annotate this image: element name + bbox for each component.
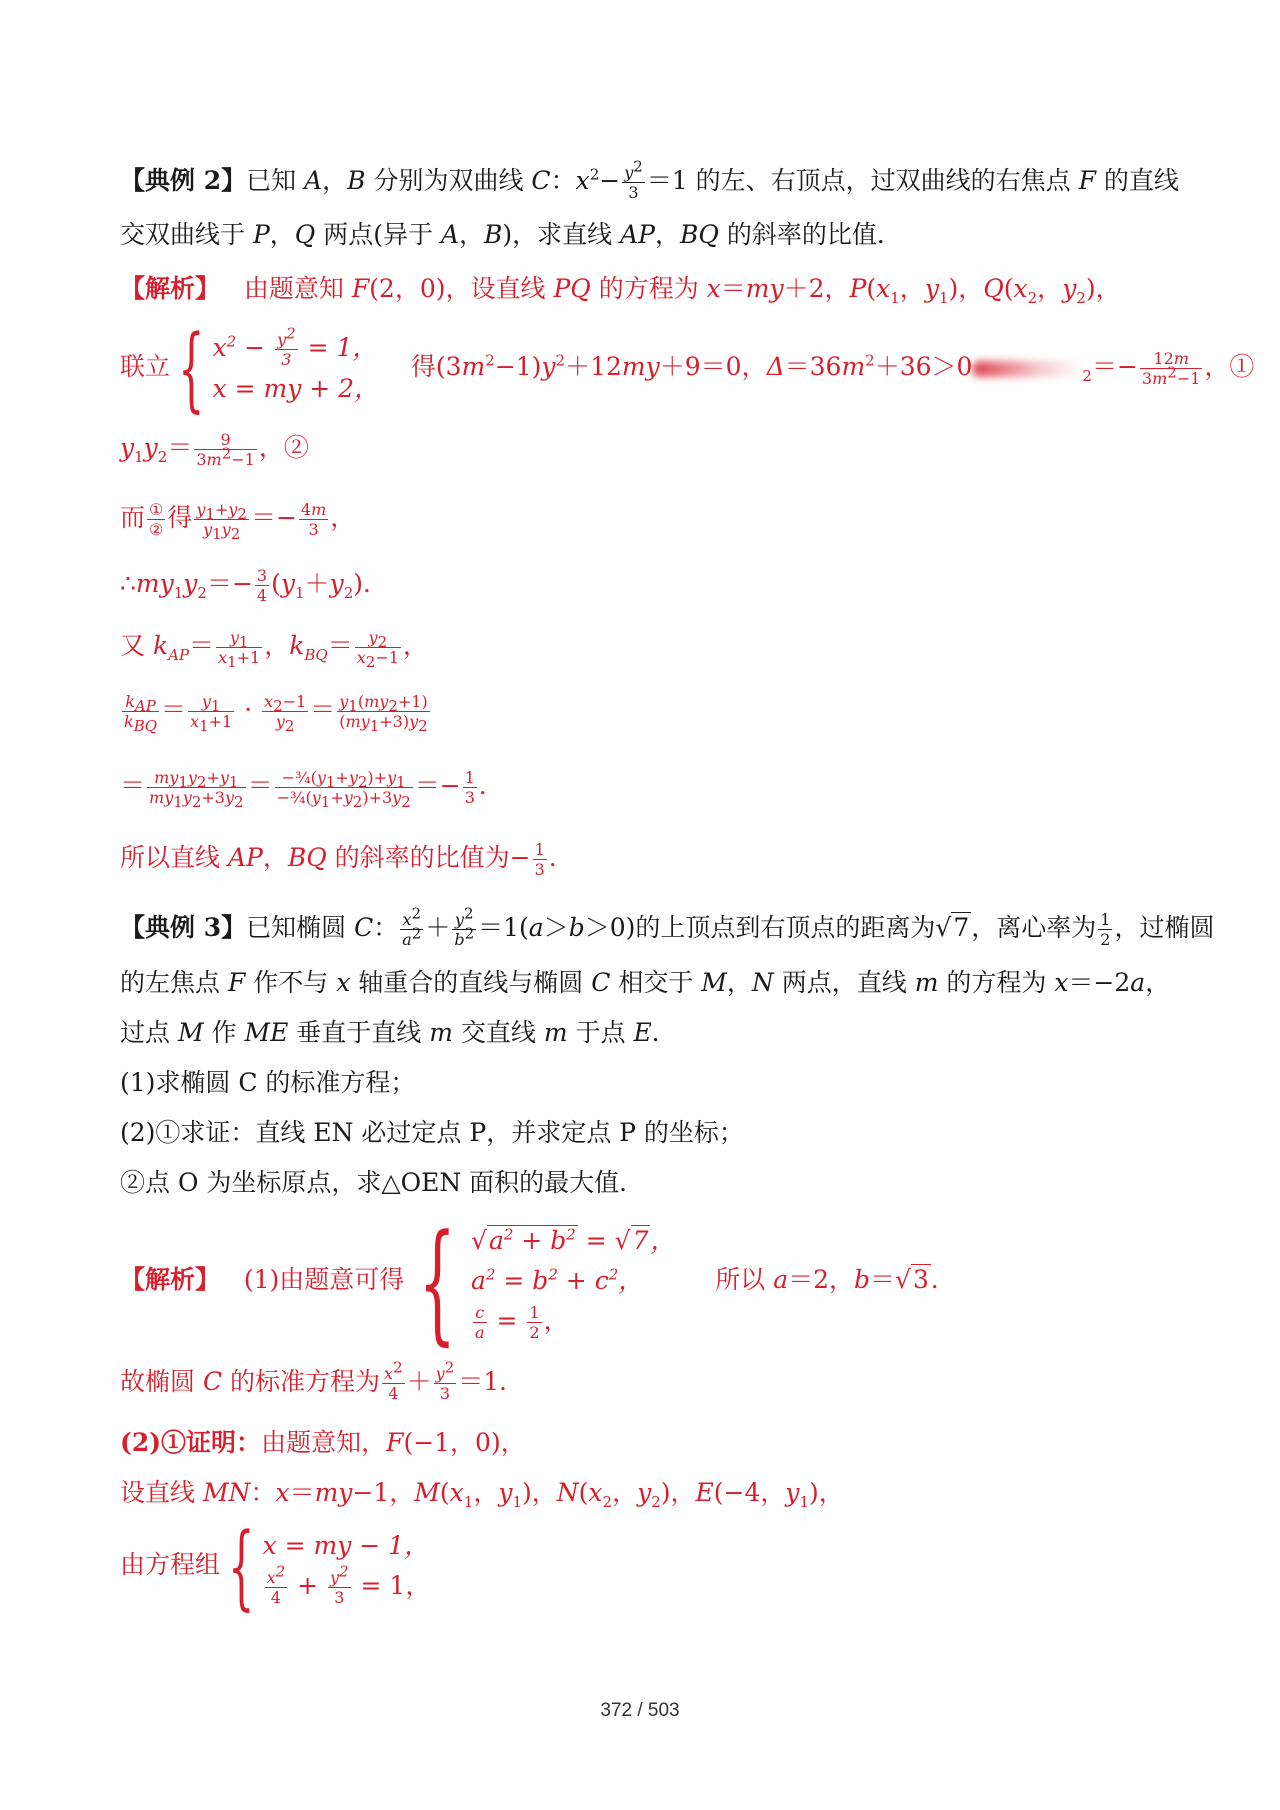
example3-question-part2a: (2)①求证：直线 EN 必过定点 P，并求定点 P 的坐标； xyxy=(120,1118,744,1147)
example2-question-line1: 【典例 2】已知 A，B 分别为双曲线 C：$x^2-$ $\frac{y^2}{3}$ ＝1 的左、右顶点，过双曲线的右焦点 F 的直线 xyxy=(120,157,1179,202)
page-number: 372 / 503 xyxy=(600,1700,680,1721)
example3-question-line2: 的左焦点 F 作不与 x 轴重合的直线与椭圆 C 相交于 M，N 两点，直线 m 的方程为 x＝−2a， xyxy=(120,968,1171,997)
example2-solution-line3: $y_1y_2=$ $\frac{9}{3m^2-1}$ ，② xyxy=(120,430,309,469)
example2-tag: 【典例 2】 xyxy=(120,166,247,195)
example3-solution-line3: (2)①证明：由题意知，F(−1，0)， xyxy=(120,1428,526,1457)
example2-solution-line4: 而 $\frac{\text{①}}{\text{②}}$ 得 $\frac{y_1+y_2}{y_1y_2}$ ＝− $\frac{4m}{3}$ ， xyxy=(120,500,356,544)
example2-question-line2: 交双曲线于 P，Q 两点(异于 A，B)，求直线 AP，BQ 的斜率的比值． xyxy=(120,220,902,249)
example2-system-line: 联立{ $x^2$ − $\frac{y^2}{3}$ = 1， x = my + 2， 得$(3m^2-1)y^2+12my+9=0$，$\Delta=36m^2+36>0$ $_2$＝− $\frac{12m}{3m^2-1}$ ，① xyxy=(120,314,1255,422)
blurred-region xyxy=(972,361,1082,377)
example3-solution-line1: 【解析】 (1)由题意可得 { $√a^2 + b^2 = √7$， $a^2 = b^2 + c^2$， $\frac{c}{a}$ = $\frac{1}{2}$ ， 所以 a＝2，b＝√3． xyxy=(120,1205,956,1358)
example2-solution-line6: 又 $k_{AP}=$ $\frac{y_1}{x_1+1}$ ，$k_{BQ}=$ $\frac{y_2}{x_2-1}$ ， xyxy=(120,628,428,672)
example2-solution-line7: $\frac{k_{AP}}{k_{BQ}}$ ＝ $\frac{y_1}{x_1+1}$ · $\frac{x_2-1}{y_2}$ ＝ $\frac{y_1(my_2+1)}{(my_1+3)y_2}$ xyxy=(124,692,428,736)
example2-solution-tag: 【解析】 xyxy=(120,274,221,303)
example3-tag: 【典例 3】 xyxy=(120,913,247,942)
example3-solution-tag: 【解析】 xyxy=(120,1265,221,1294)
example3-question-part1: (1)求椭圆 C 的标准方程； xyxy=(120,1068,416,1097)
example2-solution-line1: 【解析】 由题意知 F(2，0)，设直线 PQ 的方程为 x＝my＋2，$P(x_1$，$y_1$)，$Q(x_2$，$y_2$)， xyxy=(120,274,1121,307)
example3-solution-line4: 设直线 MN：x＝my−1，$M(x_1$，$y_1$)，$N(x_2$，$y_2$)，E(−4，$y_1$)， xyxy=(120,1478,844,1511)
example2-solution-line5: $\therefore my_1y_2=-$ $\frac{3}{4}$ $(y_1+y_2)$． xyxy=(120,566,388,605)
example3-equation-system-2: x = my − 1， $\frac{x^2}{4}$ + $\frac{y^2}{3}$ = 1， xyxy=(262,1531,431,1607)
example3-question-part2b: ②点 O 为坐标原点，求△OEN 面积的最大值． xyxy=(120,1168,645,1197)
example3-question-line1: 【典例 3】已知椭圆 C： $\frac{x^2}{a^2}$ ＋ $\frac{y^2}{b^2}$ ＝1(a＞b＞0)的上顶点到右顶点的距离为√7，离心率为 $\frac{1}{2}$ ，过椭圆 xyxy=(120,904,1215,949)
example3-solution-line2: 故椭圆 C 的标准方程为 $\frac{x^2}{4}$ ＋ $\frac{y^2}{3}$ ＝1． xyxy=(120,1358,525,1403)
example3-solution-line5: 由方程组{ x = my − 1， $\frac{x^2}{4}$ + $\frac{y^2}{3}$ = 1， xyxy=(120,1512,431,1620)
example3-equation-system: $√a^2 + b^2 = √7$， $a^2 = b^2 + c^2$， $\frac{c}{a}$ = $\frac{1}{2}$ ， xyxy=(471,1225,676,1342)
example3-question-line3: 过点 M 作 ME 垂直于直线 m 交直线 m 于点 E． xyxy=(120,1018,677,1047)
example2-conclusion: 所以直线 AP，BQ 的斜率的比值为− $\frac{1}{3}$ ． xyxy=(120,840,574,879)
example2-solution-line8: ＝ $\frac{my_1y_2+y_1}{my_1y_2+3y_2}$ ＝ $\frac{-\frac{3}{4}(y_1+y_2)+y_1}{-\frac{3}{4}(y_1+y_2)+3y_2}$ ＝− $\frac{1}{3}$ ． xyxy=(120,768,504,812)
example2-equation-system: $x^2$ − $\frac{y^2}{3}$ = 1， x = my + 2， xyxy=(212,324,380,403)
